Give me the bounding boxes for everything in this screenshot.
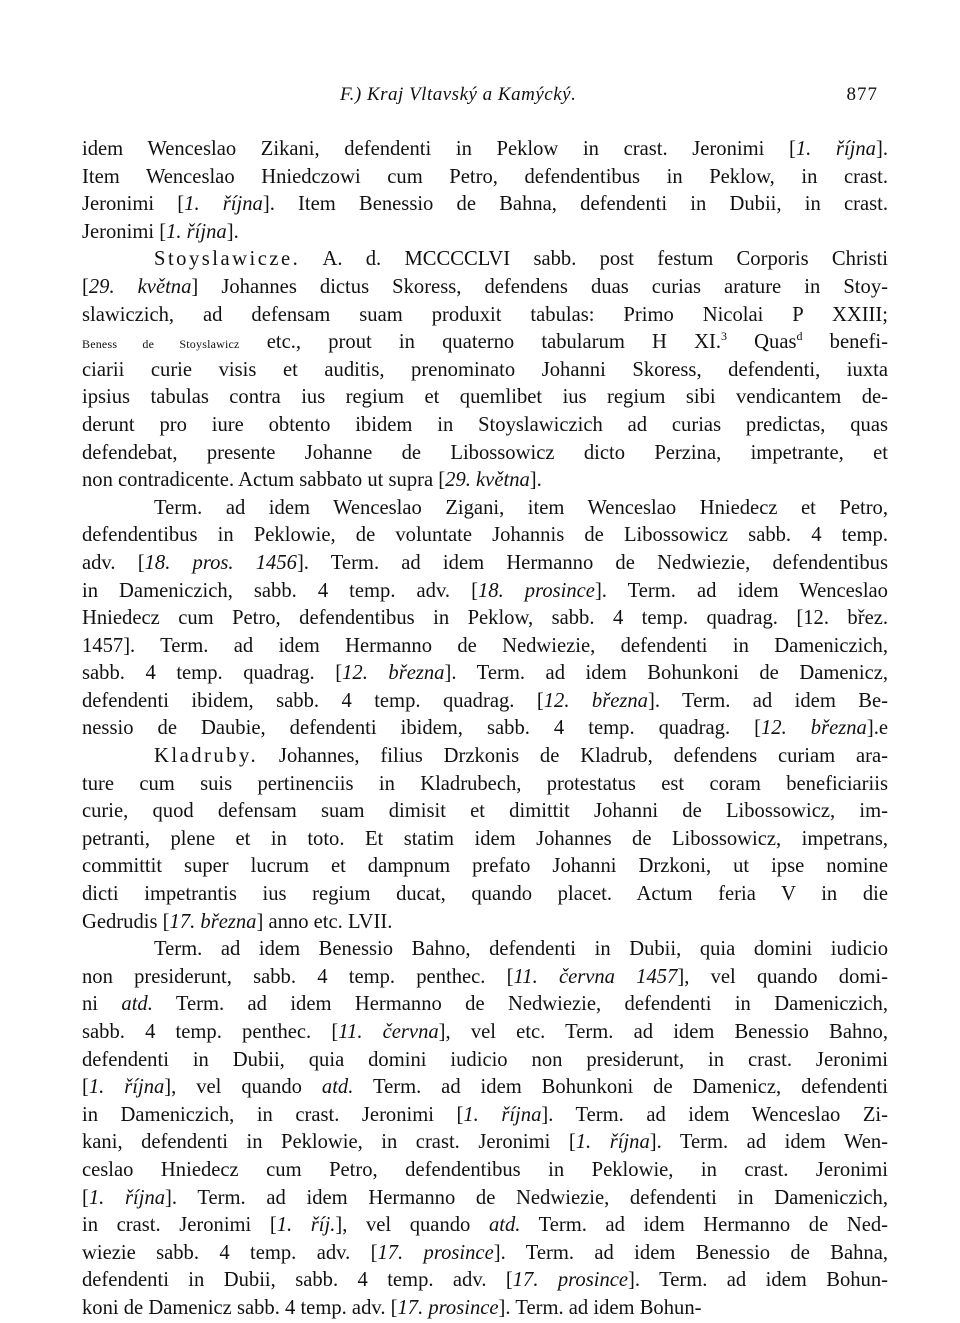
text-line: sabb. 4 temp. penthec. [11. června], vel etc. Term. ad idem Benessio Bahno, [82,1021,888,1043]
text-line: Item Wenceslao Hniedczowi cum Petro, defendentibus in Peklow, in crast. [82,165,888,188]
text-line: sabb. 4 temp. quadrag. [12. března]. Term. ad idem Bohunkoni de Damenicz, [82,662,889,685]
text-line: defendebat, presente Johanne de Libossowicz dicto Perzina, impetrante, et [82,441,888,464]
text-line: [1. října]. Term. ad idem Hermanno de Nedwiezie, defendenti in Dameniczich, [82,1186,888,1209]
text-line: defendentibus in Peklowie, de voluntate Johannis de Libossowicz sabb. 4 temp. [82,524,888,547]
text-line: non contradicente. Actum sabbato ut supra [29. května]. [82,469,542,492]
text-line: non presiderunt, sabb. 4 temp. penthec. [11. června 1457], vel quando domi- [82,965,888,988]
text-line: defendenti in Dubii, sabb. 4 temp. adv. [17. prosince]. Term. ad idem Bohun- [82,1269,888,1292]
text-line: defendenti ibidem, sabb. 4 temp. quadrag. [12. března]. Term. ad idem Be- [82,689,889,712]
text-line: Kladruby. Johannes, filius Drzkonis de Kladrub, defendens curiam ara- [154,745,888,768]
text-line: kani, defendenti in Peklowie, in crast. Jeronimi [1. října]. Term. ad idem Wen- [82,1131,888,1154]
text-line: dicti impetrantis ius regium ducat, quando placet. Actum feria V in die [82,883,888,906]
text-line: defendenti in Dubii, quia domini iudicio non presiderunt, in crast. Jeronimi [82,1048,888,1071]
text-line: [29. května] Johannes dictus Skoress, defendens duas curias arature in Stoy- [82,275,888,298]
text-line: adv. [18. pros. 1456]. Term. ad idem Hermanno de Nedwiezie, defendentibus [82,551,888,574]
text-line: in Dameniczich, in crast. Jeronimi [1. října]. Term. ad idem Wenceslao Zi- [82,1103,888,1126]
text-line: [1. října], vel quando atd. Term. ad idem Bohunkoni de Damenicz, defendenti [82,1076,888,1099]
text-line: Hniedecz cum Petro, defendentibus in Peklow, sabb. 4 temp. quadrag. [12. břez. [82,607,888,630]
body-text [82,136,888,1323]
text-line: ciarii curie visis et auditis, prenominato Johanni Skoress, defendenti, iuxta [82,358,888,381]
text-line: committit super lucrum et dampnum prefato Johanni Drzkoni, ut ipse nomine [82,855,888,878]
footnote-mark: 3 [720,329,727,344]
text-line: in Dameniczich, sabb. 4 temp. adv. [18. prosince]. Term. ad idem Wenceslao [82,579,888,602]
text-line: Beness de Stoyslawicz etc., prout in quaterno tabularum H XI.$^3$ Quas$^d$ benefi- [82,329,888,354]
text-line: slawiczich, ad defensam suam produxit tabulas: Primo Nicolai P XXIII; [82,303,888,326]
text-line: derunt pro iure obtento ibidem in Stoyslawiczich ad curias predictas, quas [82,413,888,436]
page-number: 877 [846,84,878,105]
running-head: F.) Kraj Vltavský a Kamýcký. [340,84,577,105]
text-line: ture cum suis pertinenciis in Kladrubech, protestatus est coram beneficiariis [82,772,888,795]
text-line: koni de Damenicz sabb. 4 temp. adv. [17. prosince]. Term. ad idem Bohun- [82,1296,702,1319]
text-line: 1457]. Term. ad idem Hermanno de Nedwiezie, defendenti in Dameniczich, [82,634,888,657]
text-line: ni atd. Term. ad idem Hermanno de Nedwiezie, defendenti in Dameniczich, [82,993,888,1016]
footnote-mark: d [796,329,803,344]
text-line: wiezie sabb. 4 temp. adv. [17. prosince]. Term. ad idem Benessio de Bahna, [82,1241,888,1264]
text-line: Term. ad idem Wenceslao Zigani, item Wenceslao Hniedecz et Petro, [154,496,888,519]
text-line: idem Wenceslao Zikani, defendenti in Peklow in crast. Jeronimi [1. října]. [82,138,888,160]
text-line: ceslao Hniedecz cum Petro, defendentibus in Peklowie, in crast. Jeronimi [82,1158,888,1181]
text-line: in crast. Jeronimi [1. říj.], vel quando atd. Term. ad idem Hermanno de Ned- [82,1214,888,1237]
text-line: Stoyslawicze. A. d. MCCCCLVI sabb. post festum Corporis Christi [154,248,888,271]
text-line: curie, quod defensam suam dimisit et dimittit Johanni de Libossowicz, im- [82,800,888,823]
margin-note: Beness de Stoyslawicz [82,337,240,352]
text-line: Jeronimi [1. října]. Item Benessio de Bahna, defendenti in Dubii, in crast. [82,193,888,216]
text-line: ipsius tabulas contra ius regium et quemlibet ius regium sibi vendicantem de- [82,386,888,409]
text-line: nessio de Daubie, defendenti ibidem, sabb. 4 temp. quadrag. [12. března].e [82,717,888,740]
text-line: Jeronimi [1. října]. [82,220,239,243]
text-line: petranti, plene et in toto. Et statim idem Johannes de Libossowicz, impetrans, [82,827,888,850]
text-line: Term. ad idem Benessio Bahno, defendenti in Dubii, quia domini iudicio [154,938,888,961]
text-line: Gedrudis [17. března] anno etc. LVII. [82,910,393,933]
